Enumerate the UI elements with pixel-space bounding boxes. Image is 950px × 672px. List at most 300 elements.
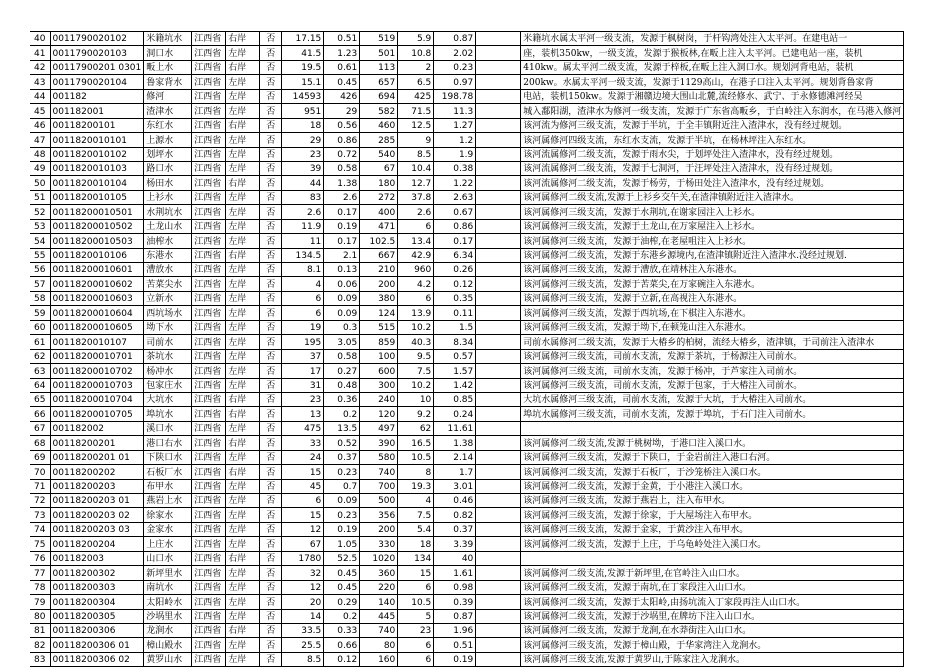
river-name-cell[interactable]: 上源水 bbox=[144, 133, 192, 147]
spacer-cell[interactable] bbox=[476, 623, 521, 637]
gradient-cell[interactable]: 62 bbox=[398, 421, 434, 435]
flow-cell[interactable]: 0.17 bbox=[434, 234, 476, 248]
spacer-cell[interactable] bbox=[476, 89, 521, 103]
row-number-cell[interactable]: 82 bbox=[30, 638, 50, 652]
gradient-cell[interactable]: 15 bbox=[398, 566, 434, 580]
river-code-cell[interactable]: 0011820010104 bbox=[50, 176, 144, 190]
bank-side-cell[interactable]: 左岸 bbox=[226, 537, 260, 551]
gradient-cell[interactable]: 10.2 bbox=[398, 378, 434, 392]
row-number-cell[interactable]: 45 bbox=[30, 104, 50, 118]
bank-side-cell[interactable]: 左岸 bbox=[226, 652, 260, 666]
river-name-cell[interactable]: 鲁家背水 bbox=[144, 75, 192, 89]
flag-cell[interactable]: 否 bbox=[260, 407, 282, 421]
spacer-cell[interactable] bbox=[476, 479, 521, 493]
river-code-cell[interactable]: 001182001 bbox=[50, 104, 144, 118]
province-cell[interactable]: 江西省 bbox=[192, 508, 226, 522]
flag-cell[interactable]: 否 bbox=[260, 277, 282, 291]
description-cell[interactable] bbox=[521, 638, 904, 652]
province-cell[interactable]: 江西省 bbox=[192, 219, 226, 233]
flow-cell[interactable]: 0.37 bbox=[434, 522, 476, 536]
basin-area-cell[interactable]: 67 bbox=[282, 537, 324, 551]
elevation-cell[interactable]: 100 bbox=[360, 349, 398, 363]
elevation-cell[interactable]: 390 bbox=[360, 436, 398, 450]
row-number-cell[interactable]: 42 bbox=[30, 60, 50, 74]
length-cell[interactable]: 3.05 bbox=[324, 335, 360, 349]
description-cell[interactable] bbox=[521, 364, 904, 378]
flag-cell[interactable]: 否 bbox=[260, 263, 282, 277]
river-name-cell[interactable]: 黄罗山水 bbox=[144, 652, 192, 666]
river-code-cell[interactable]: 0011820010103 bbox=[50, 161, 144, 175]
row-number-cell[interactable]: 73 bbox=[30, 508, 50, 522]
spacer-cell[interactable] bbox=[476, 566, 521, 580]
length-cell[interactable]: 0.86 bbox=[324, 133, 360, 147]
river-code-cell[interactable]: 0011790020103 bbox=[50, 46, 144, 60]
spacer-cell[interactable] bbox=[476, 537, 521, 551]
river-name-cell[interactable]: 杨田水 bbox=[144, 176, 192, 190]
river-name-cell[interactable]: 上衫水 bbox=[144, 190, 192, 204]
spacer-cell[interactable] bbox=[476, 306, 521, 320]
description-cell[interactable] bbox=[521, 465, 904, 479]
province-cell[interactable]: 江西省 bbox=[192, 494, 226, 508]
description-cell[interactable] bbox=[521, 219, 904, 233]
elevation-cell[interactable]: 67 bbox=[360, 161, 398, 175]
length-cell[interactable]: 0.45 bbox=[324, 566, 360, 580]
elevation-cell[interactable]: 160 bbox=[360, 652, 398, 666]
province-cell[interactable]: 江西省 bbox=[192, 205, 226, 219]
length-cell[interactable]: 0.72 bbox=[324, 147, 360, 161]
description-cell[interactable] bbox=[521, 190, 904, 204]
spacer-cell[interactable] bbox=[476, 378, 521, 392]
elevation-cell[interactable]: 740 bbox=[360, 465, 398, 479]
spacer-cell[interactable] bbox=[476, 508, 521, 522]
length-cell[interactable]: 0.23 bbox=[324, 508, 360, 522]
flow-cell[interactable]: 0.46 bbox=[434, 494, 476, 508]
province-cell[interactable]: 江西省 bbox=[192, 392, 226, 406]
basin-area-cell[interactable]: 12 bbox=[282, 522, 324, 536]
length-cell[interactable]: 2.6 bbox=[324, 190, 360, 204]
flag-cell[interactable]: 否 bbox=[260, 436, 282, 450]
bank-side-cell[interactable]: 左岸 bbox=[226, 479, 260, 493]
flow-cell[interactable]: 1.22 bbox=[434, 176, 476, 190]
flow-cell[interactable]: 11.61 bbox=[434, 421, 476, 435]
province-cell[interactable]: 江西省 bbox=[192, 465, 226, 479]
length-cell[interactable]: 0.61 bbox=[324, 60, 360, 74]
province-cell[interactable]: 江西省 bbox=[192, 190, 226, 204]
basin-area-cell[interactable]: 23 bbox=[282, 392, 324, 406]
river-name-cell[interactable]: 大坑水 bbox=[144, 392, 192, 406]
river-code-cell[interactable]: 00118200010602 bbox=[50, 277, 144, 291]
flag-cell[interactable]: 否 bbox=[260, 60, 282, 74]
row-number-cell[interactable]: 77 bbox=[30, 566, 50, 580]
province-cell[interactable]: 江西省 bbox=[192, 291, 226, 305]
river-code-cell[interactable]: 00118200101 bbox=[50, 118, 144, 132]
row-number-cell[interactable]: 57 bbox=[30, 277, 50, 291]
river-code-cell[interactable]: 001182 bbox=[50, 89, 144, 103]
length-cell[interactable]: 0.12 bbox=[324, 652, 360, 666]
flag-cell[interactable]: 否 bbox=[260, 378, 282, 392]
length-cell[interactable]: 2.1 bbox=[324, 248, 360, 262]
description-cell[interactable] bbox=[521, 595, 904, 609]
row-number-cell[interactable]: 46 bbox=[30, 118, 50, 132]
elevation-cell[interactable]: 471 bbox=[360, 219, 398, 233]
basin-area-cell[interactable]: 44 bbox=[282, 176, 324, 190]
description-cell[interactable] bbox=[521, 75, 904, 89]
flag-cell[interactable]: 否 bbox=[260, 190, 282, 204]
spacer-cell[interactable] bbox=[476, 421, 521, 435]
basin-area-cell[interactable]: 19 bbox=[282, 320, 324, 334]
river-name-cell[interactable]: 金家水 bbox=[144, 522, 192, 536]
province-cell[interactable]: 江西省 bbox=[192, 407, 226, 421]
description-cell[interactable] bbox=[521, 306, 904, 320]
gradient-cell[interactable]: 2.6 bbox=[398, 205, 434, 219]
elevation-cell[interactable]: 272 bbox=[360, 190, 398, 204]
bank-side-cell[interactable]: 右岸 bbox=[226, 551, 260, 565]
province-cell[interactable]: 江西省 bbox=[192, 421, 226, 435]
elevation-cell[interactable]: 285 bbox=[360, 133, 398, 147]
bank-side-cell[interactable]: 左岸 bbox=[226, 89, 260, 103]
river-name-cell[interactable]: 南坑水 bbox=[144, 580, 192, 594]
river-code-cell[interactable]: 00118200306 bbox=[50, 623, 144, 637]
elevation-cell[interactable]: 700 bbox=[360, 479, 398, 493]
bank-side-cell[interactable]: 左岸 bbox=[226, 147, 260, 161]
elevation-cell[interactable]: 859 bbox=[360, 335, 398, 349]
flag-cell[interactable]: 否 bbox=[260, 335, 282, 349]
elevation-cell[interactable]: 582 bbox=[360, 104, 398, 118]
basin-area-cell[interactable]: 951 bbox=[282, 104, 324, 118]
bank-side-cell[interactable]: 右岸 bbox=[226, 465, 260, 479]
length-cell[interactable]: 0.2 bbox=[324, 609, 360, 623]
province-cell[interactable]: 江西省 bbox=[192, 277, 226, 291]
description-cell[interactable] bbox=[521, 104, 904, 118]
elevation-cell[interactable]: 180 bbox=[360, 176, 398, 190]
spacer-cell[interactable] bbox=[476, 161, 521, 175]
basin-area-cell[interactable]: 41.5 bbox=[282, 46, 324, 60]
river-code-cell[interactable]: 00118200202 bbox=[50, 465, 144, 479]
elevation-cell[interactable]: 580 bbox=[360, 450, 398, 464]
basin-area-cell[interactable]: 39 bbox=[282, 161, 324, 175]
description-cell[interactable] bbox=[521, 378, 904, 392]
bank-side-cell[interactable]: 左岸 bbox=[226, 306, 260, 320]
elevation-cell[interactable]: 200 bbox=[360, 522, 398, 536]
river-code-cell[interactable]: 00118200010603 bbox=[50, 291, 144, 305]
basin-area-cell[interactable]: 33.5 bbox=[282, 623, 324, 637]
description-cell[interactable] bbox=[521, 494, 904, 508]
gradient-cell[interactable]: 6.5 bbox=[398, 75, 434, 89]
elevation-cell[interactable]: 330 bbox=[360, 537, 398, 551]
flag-cell[interactable]: 否 bbox=[260, 147, 282, 161]
flow-cell[interactable]: 0.98 bbox=[434, 580, 476, 594]
river-name-cell[interactable]: 杨冲水 bbox=[144, 364, 192, 378]
bank-side-cell[interactable]: 左岸 bbox=[226, 566, 260, 580]
length-cell[interactable]: 0.13 bbox=[324, 263, 360, 277]
flow-cell[interactable]: 0.57 bbox=[434, 349, 476, 363]
bank-side-cell[interactable]: 左岸 bbox=[226, 508, 260, 522]
flow-cell[interactable]: 1.57 bbox=[434, 364, 476, 378]
basin-area-cell[interactable]: 8.5 bbox=[282, 652, 324, 666]
flow-cell[interactable]: 0.38 bbox=[434, 161, 476, 175]
bank-side-cell[interactable]: 右岸 bbox=[226, 407, 260, 421]
river-name-cell[interactable]: 渣津水 bbox=[144, 104, 192, 118]
elevation-cell[interactable]: 501 bbox=[360, 46, 398, 60]
basin-area-cell[interactable]: 2.6 bbox=[282, 205, 324, 219]
spacer-cell[interactable] bbox=[476, 349, 521, 363]
province-cell[interactable]: 江西省 bbox=[192, 147, 226, 161]
row-number-cell[interactable]: 41 bbox=[30, 46, 50, 60]
bank-side-cell[interactable]: 左岸 bbox=[226, 133, 260, 147]
description-cell[interactable] bbox=[521, 522, 904, 536]
province-cell[interactable]: 江西省 bbox=[192, 551, 226, 565]
bank-side-cell[interactable]: 左岸 bbox=[226, 190, 260, 204]
row-number-cell[interactable]: 65 bbox=[30, 392, 50, 406]
flag-cell[interactable]: 否 bbox=[260, 392, 282, 406]
length-cell[interactable]: 0.06 bbox=[324, 277, 360, 291]
flag-cell[interactable]: 否 bbox=[260, 89, 282, 103]
row-number-cell[interactable]: 67 bbox=[30, 421, 50, 435]
bank-side-cell[interactable]: 右岸 bbox=[226, 176, 260, 190]
length-cell[interactable]: 1.05 bbox=[324, 537, 360, 551]
river-name-cell[interactable]: 布甲水 bbox=[144, 479, 192, 493]
river-name-cell[interactable]: 新坪里水 bbox=[144, 566, 192, 580]
basin-area-cell[interactable]: 6 bbox=[282, 494, 324, 508]
flag-cell[interactable]: 否 bbox=[260, 537, 282, 551]
bank-side-cell[interactable]: 左岸 bbox=[226, 378, 260, 392]
province-cell[interactable]: 江西省 bbox=[192, 638, 226, 652]
row-number-cell[interactable]: 62 bbox=[30, 349, 50, 363]
bank-side-cell[interactable]: 左岸 bbox=[226, 494, 260, 508]
flow-cell[interactable]: 1.42 bbox=[434, 378, 476, 392]
river-code-cell[interactable]: 00118200010503 bbox=[50, 234, 144, 248]
spacer-cell[interactable] bbox=[476, 263, 521, 277]
elevation-cell[interactable]: 600 bbox=[360, 364, 398, 378]
elevation-cell[interactable]: 200 bbox=[360, 277, 398, 291]
flag-cell[interactable]: 否 bbox=[260, 566, 282, 580]
row-number-cell[interactable]: 69 bbox=[30, 450, 50, 464]
basin-area-cell[interactable]: 45 bbox=[282, 479, 324, 493]
spacer-cell[interactable] bbox=[476, 60, 521, 74]
flow-cell[interactable]: 1.61 bbox=[434, 566, 476, 580]
elevation-cell[interactable]: 400 bbox=[360, 205, 398, 219]
flow-cell[interactable]: 3.39 bbox=[434, 537, 476, 551]
elevation-cell[interactable]: 380 bbox=[360, 291, 398, 305]
description-cell[interactable] bbox=[521, 147, 904, 161]
river-name-cell[interactable]: 徐家水 bbox=[144, 508, 192, 522]
basin-area-cell[interactable]: 17.15 bbox=[282, 32, 324, 46]
row-number-cell[interactable]: 76 bbox=[30, 551, 50, 565]
river-code-cell[interactable]: 00118200201 01 bbox=[50, 450, 144, 464]
river-name-cell[interactable]: 沙埚里水 bbox=[144, 609, 192, 623]
spacer-cell[interactable] bbox=[476, 320, 521, 334]
flag-cell[interactable]: 否 bbox=[260, 32, 282, 46]
row-number-cell[interactable]: 50 bbox=[30, 176, 50, 190]
length-cell[interactable]: 0.48 bbox=[324, 378, 360, 392]
river-name-cell[interactable]: 东港水 bbox=[144, 248, 192, 262]
bank-side-cell[interactable]: 左岸 bbox=[226, 46, 260, 60]
flow-cell[interactable]: 6.34 bbox=[434, 248, 476, 262]
bank-side-cell[interactable]: 右岸 bbox=[226, 118, 260, 132]
river-name-cell[interactable]: 立新水 bbox=[144, 291, 192, 305]
flag-cell[interactable]: 否 bbox=[260, 291, 282, 305]
gradient-cell[interactable]: 9 bbox=[398, 133, 434, 147]
basin-area-cell[interactable]: 12 bbox=[282, 580, 324, 594]
river-code-cell[interactable]: 0011820010105 bbox=[50, 190, 144, 204]
spacer-cell[interactable] bbox=[476, 638, 521, 652]
row-number-cell[interactable]: 52 bbox=[30, 205, 50, 219]
flag-cell[interactable]: 否 bbox=[260, 75, 282, 89]
spacer-cell[interactable] bbox=[476, 248, 521, 262]
spacer-cell[interactable] bbox=[476, 407, 521, 421]
length-cell[interactable]: 0.17 bbox=[324, 205, 360, 219]
bank-side-cell[interactable]: 左岸 bbox=[226, 219, 260, 233]
province-cell[interactable]: 江西省 bbox=[192, 537, 226, 551]
row-number-cell[interactable]: 63 bbox=[30, 364, 50, 378]
flag-cell[interactable]: 否 bbox=[260, 234, 282, 248]
province-cell[interactable]: 江西省 bbox=[192, 595, 226, 609]
row-number-cell[interactable]: 43 bbox=[30, 75, 50, 89]
length-cell[interactable]: 0.37 bbox=[324, 450, 360, 464]
gradient-cell[interactable]: 10.4 bbox=[398, 161, 434, 175]
row-number-cell[interactable]: 49 bbox=[30, 161, 50, 175]
row-number-cell[interactable]: 78 bbox=[30, 580, 50, 594]
basin-area-cell[interactable]: 23 bbox=[282, 147, 324, 161]
flow-cell[interactable]: 0.86 bbox=[434, 219, 476, 233]
flag-cell[interactable]: 否 bbox=[260, 522, 282, 536]
river-name-cell[interactable]: 溪口水 bbox=[144, 421, 192, 435]
length-cell[interactable]: 0.17 bbox=[324, 234, 360, 248]
gradient-cell[interactable]: 71.5 bbox=[398, 104, 434, 118]
spacer-cell[interactable] bbox=[476, 133, 521, 147]
bank-side-cell[interactable]: 左岸 bbox=[226, 205, 260, 219]
gradient-cell[interactable]: 8 bbox=[398, 465, 434, 479]
bank-side-cell[interactable]: 左岸 bbox=[226, 421, 260, 435]
bank-side-cell[interactable]: 左岸 bbox=[226, 263, 260, 277]
description-cell[interactable] bbox=[521, 580, 904, 594]
flow-cell[interactable]: 2.02 bbox=[434, 46, 476, 60]
province-cell[interactable]: 江西省 bbox=[192, 248, 226, 262]
length-cell[interactable]: 0.19 bbox=[324, 522, 360, 536]
gradient-cell[interactable]: 10.5 bbox=[398, 450, 434, 464]
elevation-cell[interactable]: 445 bbox=[360, 609, 398, 623]
gradient-cell[interactable]: 16.5 bbox=[398, 436, 434, 450]
elevation-cell[interactable]: 497 bbox=[360, 421, 398, 435]
spacer-cell[interactable] bbox=[476, 234, 521, 248]
elevation-cell[interactable]: 220 bbox=[360, 580, 398, 594]
basin-area-cell[interactable]: 11 bbox=[282, 234, 324, 248]
river-name-cell[interactable]: 石板厂水 bbox=[144, 465, 192, 479]
length-cell[interactable]: 0.29 bbox=[324, 595, 360, 609]
basin-area-cell[interactable]: 475 bbox=[282, 421, 324, 435]
row-number-cell[interactable]: 56 bbox=[30, 263, 50, 277]
bank-side-cell[interactable]: 左岸 bbox=[226, 320, 260, 334]
row-number-cell[interactable]: 40 bbox=[30, 32, 50, 46]
river-name-cell[interactable]: 上庄水 bbox=[144, 537, 192, 551]
description-cell[interactable] bbox=[521, 479, 904, 493]
spacer-cell[interactable] bbox=[476, 219, 521, 233]
river-name-cell[interactable]: 畈上水 bbox=[144, 60, 192, 74]
river-name-cell[interactable]: 土龙山水 bbox=[144, 219, 192, 233]
bank-side-cell[interactable]: 左岸 bbox=[226, 291, 260, 305]
description-cell[interactable] bbox=[521, 248, 904, 262]
spacer-cell[interactable] bbox=[476, 118, 521, 132]
flag-cell[interactable]: 否 bbox=[260, 595, 282, 609]
gradient-cell[interactable]: 5.4 bbox=[398, 522, 434, 536]
river-code-cell[interactable]: 00118200010601 bbox=[50, 263, 144, 277]
river-name-cell[interactable]: 西坑场水 bbox=[144, 306, 192, 320]
gradient-cell[interactable]: 9.2 bbox=[398, 407, 434, 421]
bank-side-cell[interactable]: 右岸 bbox=[226, 436, 260, 450]
province-cell[interactable]: 江西省 bbox=[192, 263, 226, 277]
length-cell[interactable]: 0.66 bbox=[324, 638, 360, 652]
spacer-cell[interactable] bbox=[476, 465, 521, 479]
elevation-cell[interactable]: 140 bbox=[360, 595, 398, 609]
length-cell[interactable]: 13.5 bbox=[324, 421, 360, 435]
gradient-cell[interactable]: 19.3 bbox=[398, 479, 434, 493]
elevation-cell[interactable]: 102.5 bbox=[360, 234, 398, 248]
description-cell[interactable] bbox=[521, 118, 904, 132]
flow-cell[interactable]: 2.63 bbox=[434, 190, 476, 204]
length-cell[interactable]: 0.19 bbox=[324, 219, 360, 233]
flow-cell[interactable]: 0.87 bbox=[434, 32, 476, 46]
gradient-cell[interactable]: 10 bbox=[398, 392, 434, 406]
flag-cell[interactable]: 否 bbox=[260, 161, 282, 175]
basin-area-cell[interactable]: 195 bbox=[282, 335, 324, 349]
river-name-cell[interactable]: 龙涧水 bbox=[144, 623, 192, 637]
gradient-cell[interactable]: 18 bbox=[398, 537, 434, 551]
gradient-cell[interactable]: 12.7 bbox=[398, 176, 434, 190]
length-cell[interactable]: 0.45 bbox=[324, 75, 360, 89]
river-code-cell[interactable]: 00118200302 bbox=[50, 566, 144, 580]
flag-cell[interactable]: 否 bbox=[260, 46, 282, 60]
length-cell[interactable]: 1.38 bbox=[324, 176, 360, 190]
flag-cell[interactable]: 否 bbox=[260, 479, 282, 493]
flag-cell[interactable]: 否 bbox=[260, 320, 282, 334]
flow-cell[interactable]: 1.7 bbox=[434, 465, 476, 479]
description-cell[interactable] bbox=[521, 652, 904, 666]
bank-side-cell[interactable]: 左岸 bbox=[226, 335, 260, 349]
river-name-cell[interactable]: 茶坑水 bbox=[144, 349, 192, 363]
flag-cell[interactable]: 否 bbox=[260, 494, 282, 508]
basin-area-cell[interactable]: 14593 bbox=[282, 89, 324, 103]
flow-cell[interactable]: 0.19 bbox=[434, 652, 476, 666]
row-number-cell[interactable]: 44 bbox=[30, 89, 50, 103]
row-number-cell[interactable]: 55 bbox=[30, 248, 50, 262]
flow-cell[interactable]: 0.26 bbox=[434, 263, 476, 277]
flow-cell[interactable]: 1.5 bbox=[434, 320, 476, 334]
spacer-cell[interactable] bbox=[476, 176, 521, 190]
description-cell[interactable] bbox=[521, 392, 904, 406]
spacer-cell[interactable] bbox=[476, 551, 521, 565]
gradient-cell[interactable]: 134 bbox=[398, 551, 434, 565]
flow-cell[interactable]: 1.27 bbox=[434, 118, 476, 132]
river-name-cell[interactable]: 樟山殿水 bbox=[144, 638, 192, 652]
row-number-cell[interactable]: 83 bbox=[30, 652, 50, 666]
length-cell[interactable]: 0.58 bbox=[324, 349, 360, 363]
length-cell[interactable]: 0.27 bbox=[324, 364, 360, 378]
flag-cell[interactable]: 否 bbox=[260, 176, 282, 190]
river-code-cell[interactable]: 00117900201 0301 bbox=[50, 60, 144, 74]
flag-cell[interactable]: 否 bbox=[260, 638, 282, 652]
river-code-cell[interactable]: 00118200303 bbox=[50, 580, 144, 594]
river-name-cell[interactable]: 港口右水 bbox=[144, 436, 192, 450]
river-code-cell[interactable]: 00118200010701 bbox=[50, 349, 144, 363]
province-cell[interactable]: 江西省 bbox=[192, 566, 226, 580]
flow-cell[interactable]: 1.2 bbox=[434, 133, 476, 147]
flag-cell[interactable]: 否 bbox=[260, 306, 282, 320]
river-code-cell[interactable]: 00118200010501 bbox=[50, 205, 144, 219]
elevation-cell[interactable]: 360 bbox=[360, 566, 398, 580]
flag-cell[interactable]: 否 bbox=[260, 219, 282, 233]
river-code-cell[interactable]: 00118200306 01 bbox=[50, 638, 144, 652]
spacer-cell[interactable] bbox=[476, 450, 521, 464]
